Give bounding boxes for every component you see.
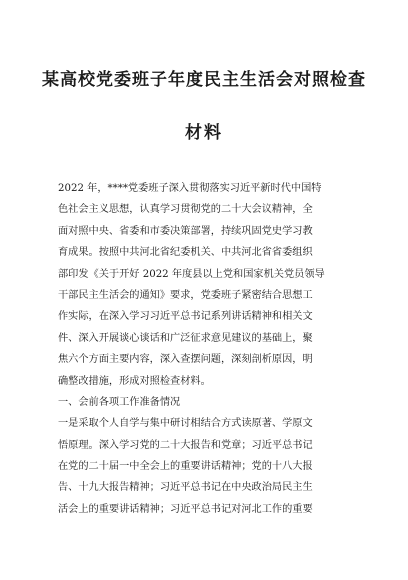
body-line: 2022 年，****党委班子深入贯彻落实习近平新时代中国特 (58, 183, 322, 194)
body-line: 部印发《关于开好 2022 年度县以上党和国家机关党员领导 (58, 268, 325, 280)
body-line: 在党的二十届一中全会上的重要讲话精神；党的十八大报 (58, 461, 313, 473)
document-title-continued: 材料 (185, 123, 223, 143)
body-line: 色社会主义思想，认真学习贯彻党的二十大会议精神，全 (58, 204, 313, 216)
body-line: 告、十九大报告精神；习近平总书记在中央政治局民主生 (58, 482, 313, 494)
body-line: 活会上的重要讲话精神；习近平总书记对河北工作的重要 (58, 503, 313, 515)
section-heading: 一、会前各项工作准备情况 (58, 396, 181, 408)
body-line: 一是采取个人自学与集中研讨相结合方式读原著、学原文 (58, 418, 313, 430)
body-line: 焦六个方面主要内容，深入查摆问题，深刻剖析原因，明 (58, 354, 313, 366)
body-line: 确整改措施，形成对照检查材料。 (58, 375, 211, 387)
body-line: 件、深入开展谈心谈话和广泛征求意见建议的基础上，聚 (58, 332, 313, 344)
document-title: 某高校党委班子年度民主生活会对照检查 (42, 70, 366, 90)
body-line: 干部民主生活会的通知》要求，党委班子紧密结合思想工 (58, 289, 313, 301)
body-line: 作实际，在深入学习习近平总书记系列讲话精神和相关文 (58, 311, 313, 323)
body-line: 育成果。按照中共河北省纪委机关、中共河北省省委组织 (58, 247, 313, 259)
body-line: 悟原理。深入学习党的二十大报告和党章；习近平总书记 (58, 439, 313, 451)
body-line: 面对照中央、省委和市委决策部署，持续巩固党史学习教 (58, 225, 313, 237)
document-body (58, 178, 350, 520)
